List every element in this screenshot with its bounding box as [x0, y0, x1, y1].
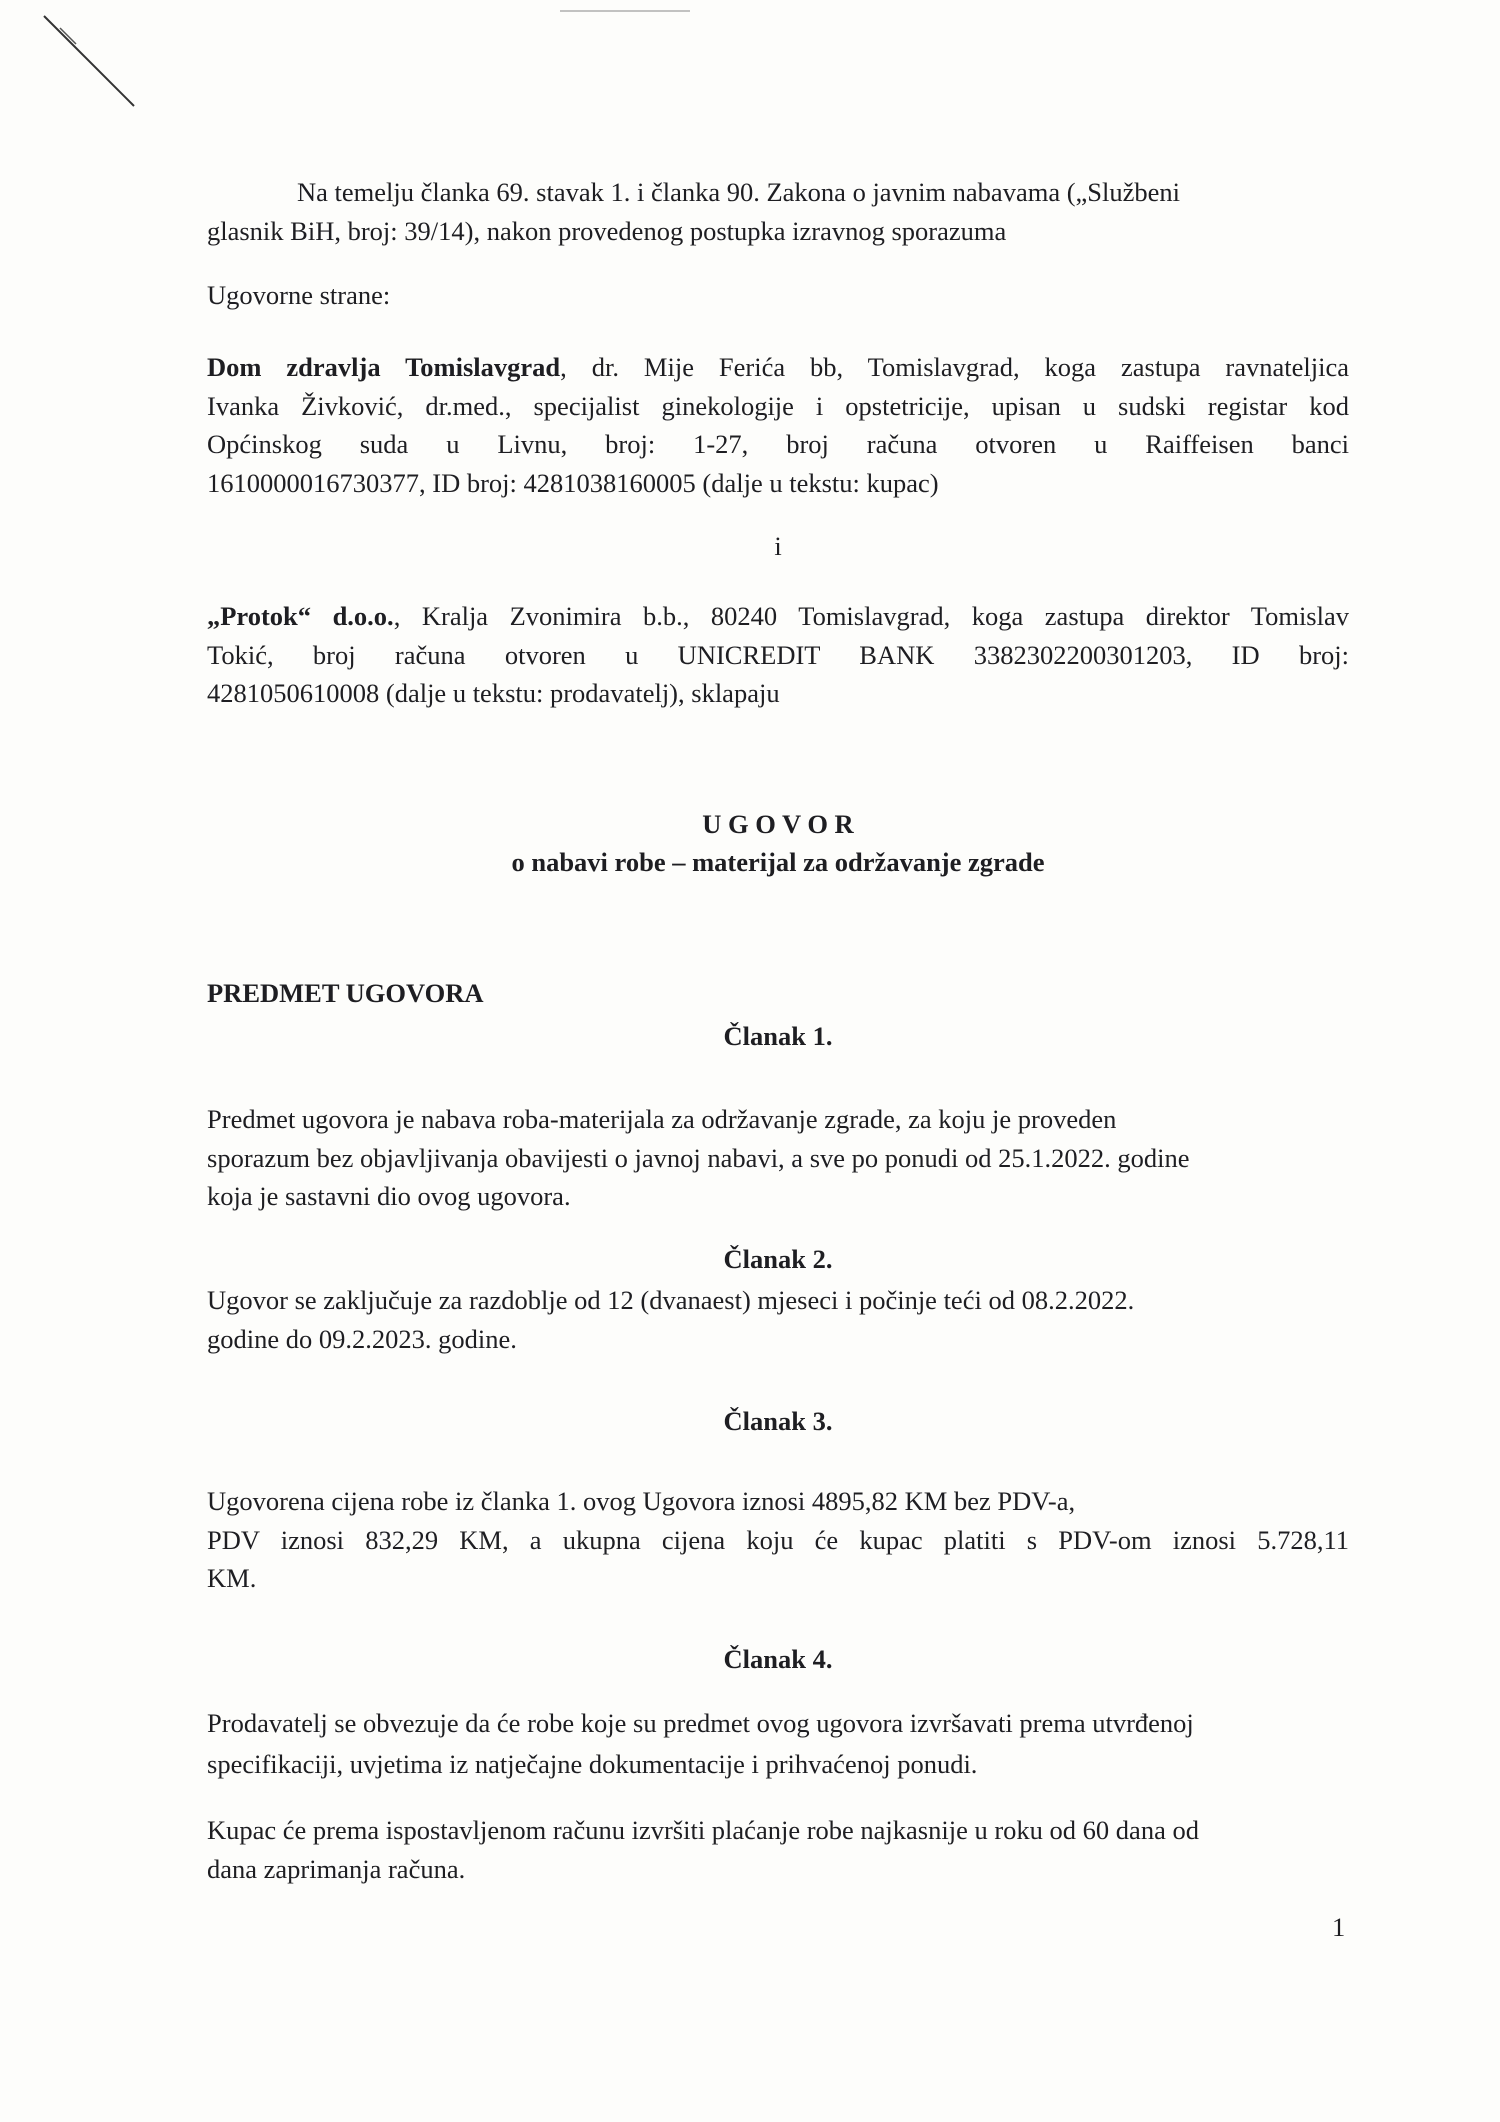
text-line: 1610000016730377, ID broj: 4281038160005 (dalje u tekstu: kupac) — [207, 467, 939, 498]
article-4-body — [207, 1703, 1349, 1785]
article-1-body — [207, 1100, 1349, 1216]
text-line: Ugovorena cijena robe iz članka 1. ovog Ugovora iznosi 4895,82 KM bez PDV-a, — [207, 1486, 1076, 1516]
page-number: 1 — [1332, 1912, 1346, 1942]
article-3-body — [207, 1482, 1349, 1598]
text-line: Tokić, broj računa otvoren u UNICREDIT BANK 3382302200301203, ID broj: — [207, 639, 1349, 670]
seller-paragraph — [207, 597, 1349, 713]
seller-name: „Protok“ d.o.o. — [207, 601, 394, 631]
text-line: koja je sastavni dio ovog ugovora. — [207, 1181, 571, 1212]
intro-paragraph — [207, 173, 1349, 250]
article-heading: Članak 2. — [723, 1244, 833, 1274]
text-line: Na temelju članka 69. stavak 1. i članka 90. Zakona o javnim nabavama („Službeni — [297, 177, 1181, 207]
scan-mark — [560, 10, 690, 12]
text-line: Kupac će prema ispostavljenom računu izvršiti plaćanje robe najkasnije u roku od 60 dana od — [207, 1815, 1199, 1845]
text-line: PDV iznosi 832,29 KM, a ukupna cijena koju će kupac platiti s PDV-om iznosi 5.728,11 — [207, 1524, 1349, 1555]
text-line: Ugovor se zaključuje za razdoblje od 12 (dvanaest) mjeseci i počinje teći od 08.2.2022. — [207, 1285, 1135, 1315]
text-line: Predmet ugovora je nabava roba-materijala za održavanje zgrade, za koju je proveden — [207, 1104, 1117, 1134]
text-line: specifikaciji, uvjetima iz natječajne dokumentacije i prihvaćenoj ponudi. — [207, 1749, 978, 1779]
buyer-paragraph — [207, 348, 1349, 502]
text-line: sporazum bez objavljivanja obavijesti o javnoj nabavi, a sve po ponudi od 25.1.2022. godine — [207, 1142, 1190, 1173]
article-heading: Članak 4. — [723, 1644, 833, 1674]
text-line: godine do 09.2.2023. godine. — [207, 1323, 517, 1354]
article-heading: Članak 3. — [723, 1406, 833, 1436]
text-line: , Kralja Zvonimira b.b., 80240 Tomislavgrad, koga zastupa direktor Tomislav — [393, 601, 1349, 631]
buyer-name: Dom zdravlja Tomislavgrad — [207, 352, 561, 382]
conjunction: i — [774, 531, 782, 561]
article-4-payment — [207, 1811, 1349, 1888]
text-line: Prodavatelj se obvezuje da će robe koje su predmet ovog ugovora izvršavati prema utvrđenoj — [207, 1708, 1194, 1738]
document-title: U G O V O R — [702, 809, 854, 839]
section-heading: PREDMET UGOVORA — [207, 978, 484, 1008]
text-line: Ivanka Živković, dr.med., specijalist ginekologije i opstetricije, upisan u sudski registar kod — [207, 390, 1349, 421]
text-line: Općinskog suda u Livnu, broj: 1-27, broj računa otvoren u Raiffeisen banci — [207, 429, 1349, 460]
text-line: glasnik BiH, broj: 39/14), nakon provedenog postupka izravnog sporazuma — [207, 215, 1007, 246]
text-line: KM. — [207, 1563, 257, 1594]
parties-label: Ugovorne strane: — [207, 280, 391, 310]
article-heading: Članak 1. — [723, 1021, 833, 1051]
document-subtitle: o nabavi robe – materijal za održavanje zgrade — [511, 847, 1045, 877]
text-line: , dr. Mije Ferića bb, Tomislavgrad, koga zastupa ravnateljica — [560, 352, 1349, 382]
text-line: 4281050610008 (dalje u tekstu: prodavatelj), sklapaju — [207, 678, 780, 709]
text-line: dana zaprimanja računa. — [207, 1853, 466, 1884]
pen-stroke-mark — [0, 0, 160, 130]
article-2-body — [207, 1281, 1349, 1358]
